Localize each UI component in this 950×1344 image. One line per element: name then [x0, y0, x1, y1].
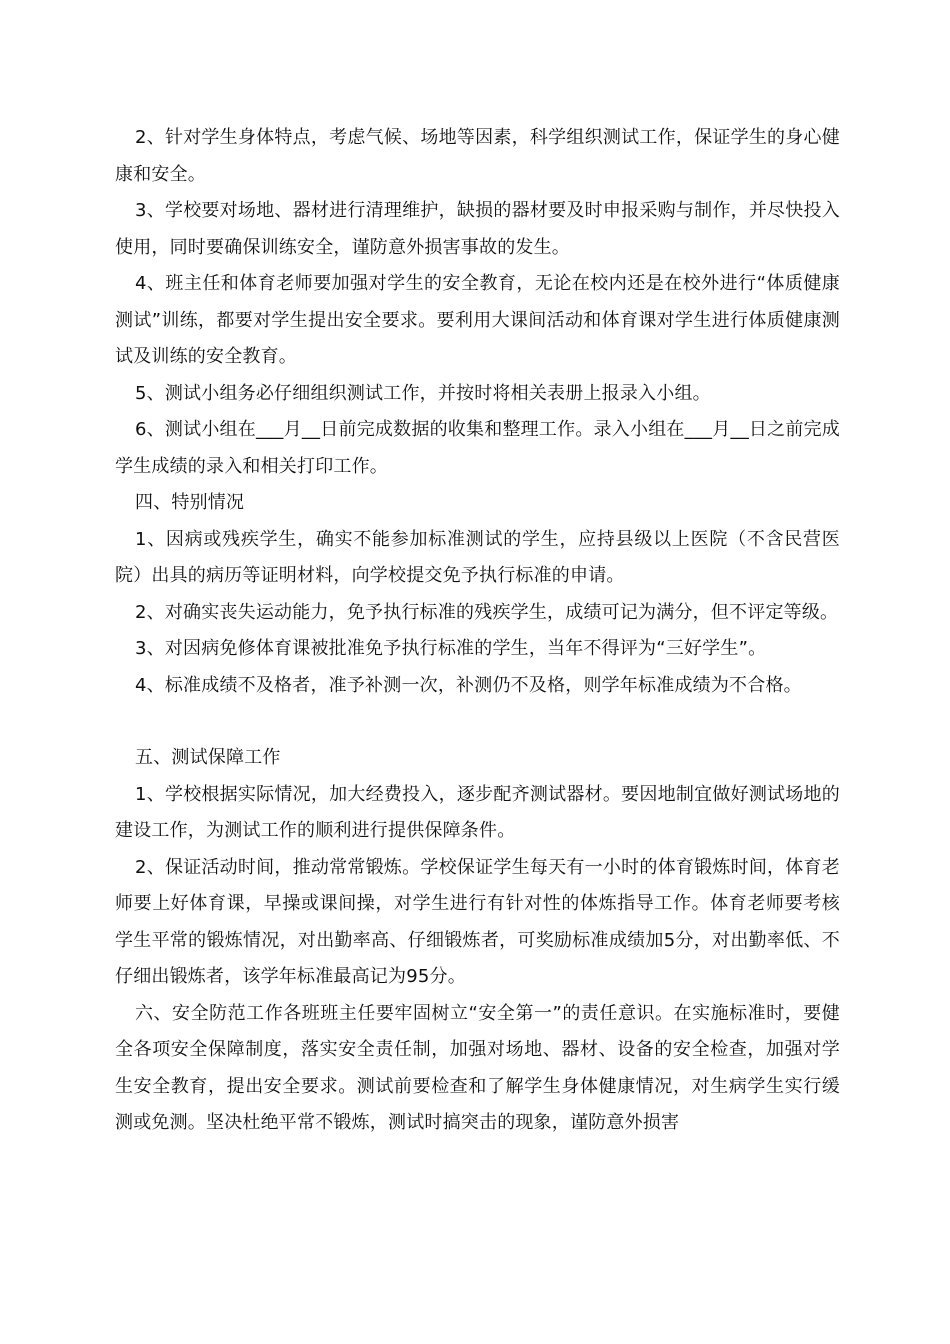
paragraph-safety-measures-item-6: 6、测试小组在___月__日前完成数据的收集和整理工作。录入小组在___月__日之前完成学生成绩的录入和相关打印工作。 — [115, 419, 840, 477]
paragraph-safety-measures-item-3: 3、学校要对场地、器材进行清理维护，缺损的器材要及时申报采购与制作，并尽快投入使用，同时要确保训练安全，谨防意外损害事故的发生。 — [115, 200, 840, 258]
paragraph-test-support-item-1: 1、学校根据实际情况，加大经费投入，逐步配齐测试器材。要因地制宜做好测试场地的建设工作，为测试工作的顺利进行提供保障条件。 — [115, 783, 840, 841]
paragraph-special-cases-item-2: 2、对确实丧失运动能力，免予执行标准的残疾学生，成绩可记为满分，但不评定等级。 — [135, 601, 839, 623]
document-page — [115, 120, 840, 1142]
blank-line — [115, 704, 840, 740]
paragraph-special-cases-item-1: 1、因病或残疾学生，确实不能参加标准测试的学生，应持县级以上医院（不含民营医院）出具的病历等证明材料，向学校提交免予执行标准的申请。 — [115, 528, 840, 586]
paragraph-test-support-item-2: 2、保证活动时间，推动常常锻炼。学校保证学生每天有一小时的体育锻炼时间，体育老师要上好体育课，早操或课间操，对学生进行有针对性的体炼指导工作。体育老师要考核学生平常的锻炼情况，对出勤率高、仔细锻炼者，可奖励标准成绩加5分，对出勤率低、不仔细出锻炼者，该学年标准最高记为95分。 — [115, 856, 840, 987]
section-heading-special-cases: 四、特别情况 — [135, 492, 245, 513]
paragraph-safety-measures-item-2: 2、针对学生身体特点，考虑气候、场地等因素，科学组织测试工作，保证学生的身心健康和安全。 — [115, 127, 840, 185]
section-heading-test-support: 五、测试保障工作 — [135, 747, 281, 768]
paragraph-safety-measures-item-4: 4、班主任和体育老师要加强对学生的安全教育，无论在校内还是在校外进行“体质健康测试”训练，都要对学生提出安全要求。要利用大课间活动和体育课对学生进行体质健康测试及训练的安全教育。 — [115, 273, 840, 367]
paragraph-special-cases-item-3: 3、对因病免修体育课被批准免予执行标准的学生，当年不得评为“三好学生”。 — [135, 638, 767, 659]
paragraph-safety-prevention: 六、安全防范工作各班班主任要牢固树立“安全第一”的责任意识。在实施标准时，要健全各项安全保障制度，落实安全责任制，加强对场地、器材、设备的安全检查，加强对学生安全教育，提出安全要求。测试前要检查和了解学生身体健康情况，对生病学生实行缓测或免测。坚决杜绝平常不锻炼，测试时搞突击的现象，谨防意外损害 — [115, 1002, 840, 1133]
paragraph-safety-measures-item-5: 5、测试小组务必仔细组织测试工作，并按时将相关表册上报录入小组。 — [135, 382, 711, 404]
paragraph-special-cases-item-4: 4、标准成绩不及格者，准予补测一次，补测仍不及格，则学年标准成绩为不合格。 — [135, 674, 802, 696]
